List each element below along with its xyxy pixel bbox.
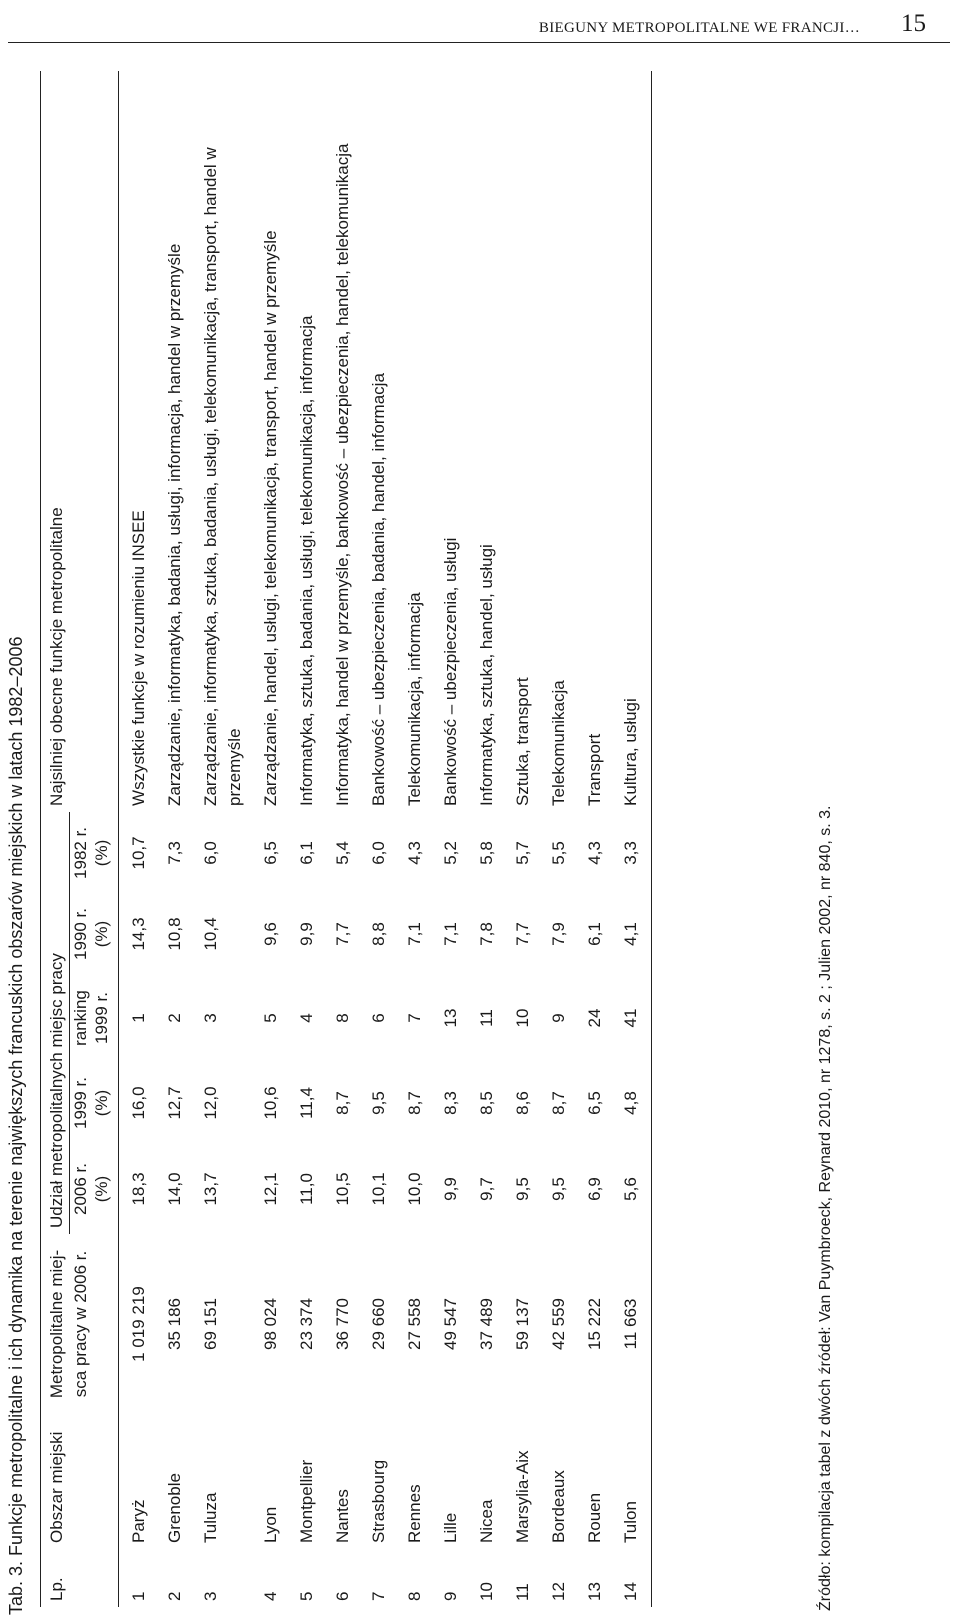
cell-jobs: 59 137 <box>513 1298 532 1350</box>
table-row <box>155 71 191 1607</box>
cell-area: Rennes <box>405 1484 424 1543</box>
cell-share-1990: 7,7 <box>513 922 532 946</box>
header-1982-year: 1982 r. <box>71 826 90 879</box>
cell-jobs: 36 770 <box>333 1298 352 1350</box>
cell-functions: Informatyka, sztuka, badania, usługi, telekomunikacja, informacja <box>297 315 316 806</box>
cell-share-1999: 8,7 <box>405 1091 424 1115</box>
cell-share-1990: 7,7 <box>333 922 352 946</box>
cell-area: Montpellier <box>297 1459 316 1543</box>
cell-lp: 9 <box>441 1591 460 1601</box>
running-title: BIEGUNY METROPOLITALNE WE FRANCJI… <box>538 20 860 36</box>
cell-jobs: 29 660 <box>369 1298 388 1350</box>
cell-area: Lille <box>441 1512 460 1543</box>
cell-share-1982: 6,0 <box>369 841 388 865</box>
header-1990-year: 1990 r. <box>71 908 90 960</box>
cell-ranking-1999: 1 <box>129 1013 148 1023</box>
header-jobs-line2: sca pracy w 2006 r. <box>70 1234 119 1414</box>
header-row-1 <box>41 71 70 1607</box>
cell-area: Paryż <box>129 1499 148 1543</box>
cell-share-2006: 10,5 <box>333 1172 352 1206</box>
cell-jobs: 35 186 <box>165 1298 184 1350</box>
cell-share-2006: 18,3 <box>129 1172 148 1206</box>
cell-ranking-1999: 13 <box>441 1008 460 1028</box>
cell-lp: 12 <box>549 1582 568 1601</box>
cell-ranking-1999: 3 <box>201 1013 220 1023</box>
cell-ranking-1999: 4 <box>297 1013 316 1023</box>
cell-functions: Zarządzanie, informatyka, sztuka, badania, usługi, telekomunikacja, transport, handel w przemyśle <box>201 147 244 806</box>
page-number: 15 <box>901 10 926 37</box>
cell-ranking-1999: 7 <box>405 1013 424 1023</box>
cell-ranking-1999: 9 <box>549 1013 568 1023</box>
header-lp: Lp. <box>41 1549 70 1607</box>
cell-share-2006: 9,5 <box>549 1177 568 1201</box>
cell-jobs: 69 151 <box>201 1298 220 1350</box>
cell-area: Lyon <box>261 1506 280 1543</box>
cell-ranking-1999: 41 <box>611 974 652 1062</box>
table-caption: Tab. 3. Funkcje metropolitalne i ich dynamika na terenie największych francuskich obszarów miejskich w latach 1982–2006 <box>6 636 26 1615</box>
header-area: Obszar miejski <box>41 1414 70 1549</box>
cell-lp: 14 <box>611 1549 652 1607</box>
cell-lp: 10 <box>477 1582 496 1601</box>
cell-share-1982: 7,3 <box>165 841 184 865</box>
header-jobs <box>41 1234 70 1414</box>
cell-share-1999: 12,7 <box>165 1086 184 1120</box>
cell-functions: Bankowość – ubezpieczenia, badania, handel, informacja <box>369 373 388 806</box>
cell-functions: Informatyka, sztuka, handel, usługi <box>477 544 496 806</box>
header-ranking-label: ranking <box>71 990 90 1046</box>
cell-lp: 1 <box>129 1591 148 1601</box>
table-row <box>575 71 611 1607</box>
cell-area: Grenoble <box>165 1473 184 1543</box>
cell-share-1999: 11,4 <box>297 1087 316 1119</box>
cell-jobs: 23 374 <box>297 1298 316 1350</box>
cell-functions: Kultura, usługi <box>611 71 652 812</box>
cell-share-1999: 8,3 <box>441 1091 460 1115</box>
cell-lp: 3 <box>201 1591 220 1601</box>
table-row <box>359 71 395 1607</box>
cell-share-1982: 4,3 <box>405 841 424 865</box>
cell-lp: 4 <box>261 1591 280 1601</box>
cell-lp: 13 <box>585 1582 604 1601</box>
cell-share-1999: 10,6 <box>261 1086 280 1120</box>
header-1999-unit: (%) <box>92 1089 111 1117</box>
cell-share-2006: 5,6 <box>611 1144 652 1234</box>
table-row <box>467 71 503 1607</box>
cell-share-1982: 6,0 <box>201 841 220 865</box>
table-row <box>431 71 467 1607</box>
cell-share-2006: 10,1 <box>369 1172 388 1206</box>
cell-share-1990: 9,6 <box>261 922 280 946</box>
cell-lp: 5 <box>297 1591 316 1601</box>
cell-jobs: 11 663 <box>611 1234 652 1414</box>
table-row <box>287 71 323 1607</box>
cell-share-1990: 10,4 <box>201 917 220 951</box>
cell-share-1982: 6,1 <box>297 841 316 865</box>
header-rule <box>8 42 950 43</box>
cell-share-1982: 6,5 <box>261 841 280 865</box>
cell-share-1990: 7,9 <box>549 922 568 946</box>
table-row <box>323 71 359 1607</box>
cell-share-2006: 9,7 <box>477 1177 496 1201</box>
cell-ranking-1999: 8 <box>333 1013 352 1023</box>
cell-functions: Zarządzanie, informatyka, badania, usługi, informacja, handel w przemyśle <box>165 243 184 806</box>
cell-share-2006: 9,5 <box>513 1177 532 1201</box>
cell-share-1990: 14,3 <box>129 917 148 951</box>
cell-ranking-1999: 5 <box>261 1013 280 1023</box>
cell-share-1999: 8,7 <box>333 1091 352 1115</box>
header-ranking-year: 1999 r. <box>92 992 111 1044</box>
cell-share-2006: 14,0 <box>165 1172 184 1206</box>
cell-lp: 11 <box>513 1583 532 1601</box>
cell-share-1999: 8,7 <box>549 1091 568 1115</box>
header-share-group: Udział metropolitalnych miejsc pracy <box>41 812 70 1234</box>
header-1982-unit: (%) <box>92 839 111 867</box>
cell-share-2006: 6,9 <box>585 1177 604 1201</box>
cell-functions: Zarządzanie, handel, usługi, telekomunikacja, transport, handel w przemyśle <box>261 230 280 806</box>
header-1999-year: 1999 r. <box>71 1077 90 1129</box>
cell-share-2006: 12,1 <box>261 1172 280 1206</box>
cell-area: Strasbourg <box>369 1459 388 1543</box>
cell-functions: Informatyka, handel w przemyśle, bankowość – ubezpieczenia, handel, telekomunikacja <box>333 143 352 806</box>
cell-share-1990: 6,1 <box>585 922 604 946</box>
cell-share-2006: 11,0 <box>297 1173 316 1205</box>
cell-share-1999: 9,5 <box>369 1091 388 1115</box>
cell-share-1982: 5,7 <box>513 841 532 865</box>
cell-share-1990: 4,1 <box>611 894 652 974</box>
table-row <box>119 71 156 1607</box>
table-row <box>395 71 431 1607</box>
table-row <box>251 71 287 1607</box>
cell-ranking-1999: 2 <box>165 1013 184 1023</box>
cell-share-1990: 8,8 <box>369 922 388 946</box>
cell-share-1982: 5,5 <box>549 841 568 865</box>
cell-share-1990: 7,1 <box>441 922 460 946</box>
cell-lp: 8 <box>405 1591 424 1601</box>
metropolitan-functions-table <box>40 71 652 1607</box>
cell-functions: Bankowość – ubezpieczenia, usługi <box>441 537 460 806</box>
cell-functions: Telekomunikacja, informacja <box>405 592 424 806</box>
cell-share-1999: 4,8 <box>611 1062 652 1144</box>
cell-functions: Sztuka, transport <box>513 677 532 806</box>
cell-share-1990: 10,8 <box>165 917 184 951</box>
header-2006-year: 2006 r. <box>71 1163 90 1215</box>
cell-ranking-1999: 24 <box>585 1008 604 1028</box>
header-jobs-line1: Metropolitalne miej- <box>47 1249 66 1399</box>
cell-functions: Telekomunikacja <box>549 680 568 806</box>
cell-area: Nantes <box>333 1489 352 1543</box>
table-row <box>503 71 539 1607</box>
cell-share-1982: 5,8 <box>477 841 496 865</box>
cell-share-1990: 7,1 <box>405 922 424 946</box>
header-row-2 <box>70 71 119 1607</box>
header-1990-unit: (%) <box>92 920 111 948</box>
cell-share-2006: 9,9 <box>441 1177 460 1201</box>
cell-share-1982: 4,3 <box>585 841 604 865</box>
cell-functions: Wszystkie funkcje w rozumieniu INSEE <box>129 510 148 806</box>
cell-area: Rouen <box>585 1492 604 1543</box>
cell-share-1999: 12,0 <box>201 1086 220 1120</box>
cell-jobs: 42 559 <box>549 1298 568 1350</box>
cell-ranking-1999: 6 <box>369 1013 388 1023</box>
cell-share-2006: 10,0 <box>405 1172 424 1206</box>
cell-share-1990: 7,8 <box>477 922 496 946</box>
source-note: Źródło: kompilacja tabel z dwóch źródeł: Van Puymbroeck, Reynard 2010, nr 1278, s. 2 ; Julien 2002, nr 840, s. 3. <box>817 805 834 1611</box>
cell-area: Nicea <box>477 1499 496 1543</box>
running-head <box>0 8 960 42</box>
cell-lp: 7 <box>369 1591 388 1601</box>
cell-share-1999: 8,5 <box>477 1091 496 1115</box>
table-row <box>191 71 251 1607</box>
cell-jobs: 37 489 <box>477 1298 496 1350</box>
cell-area: Marsylia-Aix <box>513 1450 532 1543</box>
cell-share-1999: 16,0 <box>129 1086 148 1120</box>
cell-ranking-1999: 10 <box>513 1008 532 1028</box>
cell-share-1999: 6,5 <box>585 1091 604 1115</box>
header-1990 <box>70 894 119 974</box>
cell-share-2006: 13,7 <box>201 1172 220 1206</box>
cell-share-1982: 10,7 <box>129 836 148 870</box>
cell-jobs: 27 558 <box>405 1298 424 1350</box>
table-row <box>611 71 652 1607</box>
cell-jobs: 49 547 <box>441 1298 460 1350</box>
cell-share-1982: 5,2 <box>441 841 460 865</box>
header-functions: Najsilniej obecne funkcje metropolitalne <box>41 71 70 812</box>
cell-lp: 2 <box>165 1591 184 1601</box>
cell-area: Bordeaux <box>549 1470 568 1543</box>
cell-share-1999: 8,6 <box>513 1091 532 1115</box>
rotated-table-block <box>0 61 900 1621</box>
header-1982 <box>70 812 119 894</box>
cell-functions: Transport <box>585 733 604 806</box>
cell-ranking-1999: 11 <box>477 1009 496 1027</box>
cell-share-1990: 9,9 <box>297 922 316 946</box>
header-2006-unit: (%) <box>92 1175 111 1203</box>
cell-area: Tuluza <box>201 1492 220 1543</box>
cell-share-1982: 3,3 <box>611 812 652 894</box>
header-1999 <box>70 1062 119 1144</box>
cell-jobs: 98 024 <box>261 1298 280 1350</box>
cell-jobs: 1 019 219 <box>129 1286 148 1362</box>
cell-area: Tulon <box>611 1414 652 1549</box>
cell-lp: 6 <box>333 1591 352 1601</box>
cell-share-1982: 5,4 <box>333 841 352 865</box>
header-2006 <box>70 1144 119 1234</box>
header-ranking <box>70 974 119 1062</box>
table-row <box>539 71 575 1607</box>
cell-jobs: 15 222 <box>585 1298 604 1350</box>
